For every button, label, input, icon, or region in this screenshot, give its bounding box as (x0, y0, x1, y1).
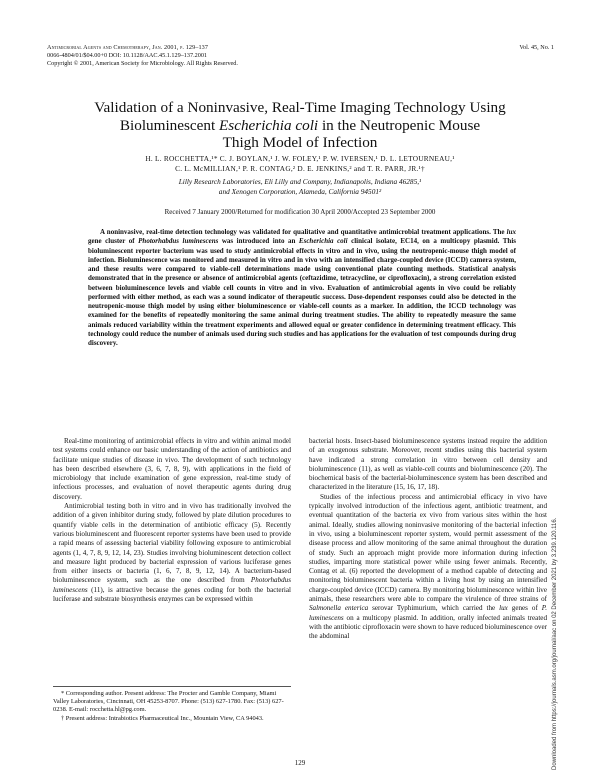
right-column (309, 437, 547, 642)
body-text: Antimicrobial testing both in vitro and in vivo has traditionally involved the addition of a given inhibitor during study, followed by plate dilution procedures to quantify viable cells in the determination of antibiotic efficacy (5). Recently various bioluminescent and fluorescent reporter systems have been used to provide a rapid means of assessing bacterial viability following exposure to antimicrobial agents (1, 4, 7, 8, 9, 12, 14, 23). Studies involving bioluminescent detection collect and measure light produced by bacterial expression of various luciferase genes from either insects or bacteria (1, 6, 7, 8, 9, 12, 14). A bacterium-based bioluminescence system, such as the one described from (53, 502, 291, 585)
body-text: on a multicopy plasmid. In addition, orally infected animals treated with the antibiotic ciprofloxacin were shown to have reduced bioluminescence over the abdominal (309, 613, 547, 641)
download-watermark: Downloaded from https://journals.asm.org/journal/aac on 02 December 2021 by 3.239.120.116. (552, 517, 558, 770)
abstract-text: gene cluster of (88, 237, 139, 246)
authors-line-2: C. L. McMILLIAN,¹ P. R. CONTAG,² D. E. JENKINS,² and T. R. PARR, JR.¹† (175, 164, 425, 173)
body-text: genes of (507, 604, 542, 613)
body-species: Photorhabdus luminescens (53, 576, 291, 594)
article-title (40, 99, 560, 152)
abstract-species: Escherichia coli (298, 237, 348, 246)
title-text: in the Neutropenic Mouse (318, 116, 481, 134)
footnote-corresponding-author: * Corresponding author. Present address: The Procter and Gamble Company, Miami Valley Laboratories, Cincinnati, OH 45253-8707. Phone: (513) 627-1780. Fax: (513) 627-0238. E-mail: rocchetta.hl@pg.com. (53, 690, 284, 714)
body-text: (11), is attractive because the genes coding for both the bacterial luciferase and substrate biosynthesis enzymes can be expressed within (53, 585, 291, 604)
footnote-present-address: † Present address: Intrabiotics Pharmaceutical Inc., Mountain View, CA 94043. (61, 715, 264, 723)
intro-paragraph-2 (53, 502, 291, 604)
author-list (40, 154, 560, 174)
received-dates: Received 7 January 2000/Returned for modification 30 April 2000/Accepted 23 September 2000 (164, 208, 436, 216)
body-paragraph-continued: bacterial hosts. Insect-based bioluminescence systems instead require the addition of an exogenous substrate. Moreover, recent studies using this bacterial system have indicated a strong correlation in vitro between cell density and bioluminescence (11), as well as viable-cell counts and bioluminescence (20). The biochemical basis of the bacterial-bioluminescence system has been described and characterized in the literature (15, 16, 17, 18). (309, 437, 547, 492)
abstract-gene: lux (506, 228, 516, 236)
affiliation-line-2: and Xenogen Corporation, Alameda, California 94501² (218, 186, 382, 196)
copyright-line: Copyright © 2001, American Society for Microbiology. All Rights Reserved. (47, 60, 238, 68)
abstract-species: Photorhabdus luminescens (138, 237, 219, 246)
affiliations (40, 177, 560, 196)
body-text: Studies of the infectious process and antimicrobial efficacy in vivo have typically involved introduction of the infectious agent, antibiotic treatment, and eventual quantitation of the bacteria ex vivo from various sites within the host animal. Ideally, studies allowing noninvasive monitoring of the bacterial infection in vivo, using a bioluminescent reporter system, would permit assessment of the disease process and allow monitoring of the same animal throughout the duration of study. Such an approach might provide more information during infection studies, imparting more statistical power while using fewer animals. Recently, Contag et al. (6) reported the development of a method capable of detecting and monitoring bioluminescent bacteria within a living host by using an intensified charge-coupled device (ICCD) camera. By monitoring bioluminescence within live animals, these researchers were able to compare the virulence of three strains of (309, 492, 547, 604)
journal-citation: Antimicrobial Agents and Chemotherapy, Jan. 2001, p. 129–137 (47, 44, 209, 51)
issn-doi-line: 0066-4804/01/$04.00+0 DOI: 10.1128/AAC.45.1.129–137.2001 (47, 52, 208, 60)
title-line-3: Thigh Model of Infection (222, 134, 378, 152)
affiliation-line-1: Lilly Research Laboratories, Eli Lilly and Company, Indianapolis, Indiana 46285,¹ (178, 177, 422, 186)
left-column (53, 437, 291, 604)
body-paragraph (309, 493, 547, 642)
abstract-text: A noninvasive, real-time detection technology was validated for qualitative and quantitative antimicrobial treatment applications. The (100, 228, 507, 236)
body-species: P. luminescens (309, 604, 547, 622)
volume-number: Vol. 45, No. 1 (519, 44, 554, 51)
abstract (88, 228, 516, 348)
journal-header (47, 44, 407, 69)
abstract-text: clinical isolate, EC14, on a multicopy plasmid. This bioluminescent reporter bacterium was used to study antimicrobial effects in vitro and in vivo, using the neutropenic-mouse thigh model of infection. Bioluminescence was monitored and measured in vitro and in vivo with an intensified charge-coupled device (ICCD) camera system, and these results were compared to viable-cell determinations made using conventional plate counting methods. Statistical analysis demonstrated that in the presence or absence of antimicrobial agents (ceftazidime, tetracycline, or ciprofloxacin), a strong correlation existed between bioluminescence levels and viable cell counts in vitro and in vivo. Evaluation of antimicrobial agents in vivo could be reliably performed with either method, as each was a sound indicator of therapeutic success. Dose-dependent responses could also be detected in the neutropenic-mouse thigh model by using either bioluminescence or viable-cell counts as a marker. In addition, the ICCD technology was examined for the benefits of repeatedly monitoring the same animal during treatment studies. The ability to repeatedly measure the same animals reduced variability within the treatment experiments and allowed equal or greater confidence in determining treatment efficacy. This technology could reduce the number of animals used during such studies and has applications for the evaluation of test compounds during drug discovery. (88, 237, 516, 347)
intro-paragraph-1: Real-time monitoring of antimicrobial effects in vitro and within animal model test systems could enhance our basic understanding of the action of antibiotics and facilitate unique studies of disease in vivo. The development of such technology has been described elsewhere (3, 6, 7, 8, 9), with applications in the field of microbiology that include examination of gene expression, real-time study of infectious processes, and evaluation of novel therapeutic agents during drug discovery. (53, 437, 291, 501)
title-species: Escherichia coli (219, 116, 319, 134)
footnotes (53, 686, 291, 724)
body-text: serovar Typhimurium, which carried the (368, 604, 500, 613)
title-line-1: Validation of a Noninvasive, Real-Time Imaging Technology Using (94, 99, 506, 116)
abstract-text: was introduced into an (218, 237, 299, 246)
body-gene: lux (499, 604, 508, 613)
body-species: Salmonella enterica (309, 604, 369, 613)
authors-line-1: H. L. ROCCHETTA,¹* C. J. BOYLAN,¹ J. W. FOLEY,¹ P. W. IVERSEN,¹ D. L. LETOURNEAU,¹ (145, 154, 455, 163)
title-text: Bioluminescent (119, 116, 220, 134)
page-number: 129 (294, 759, 306, 767)
title-line-2 (40, 117, 560, 135)
